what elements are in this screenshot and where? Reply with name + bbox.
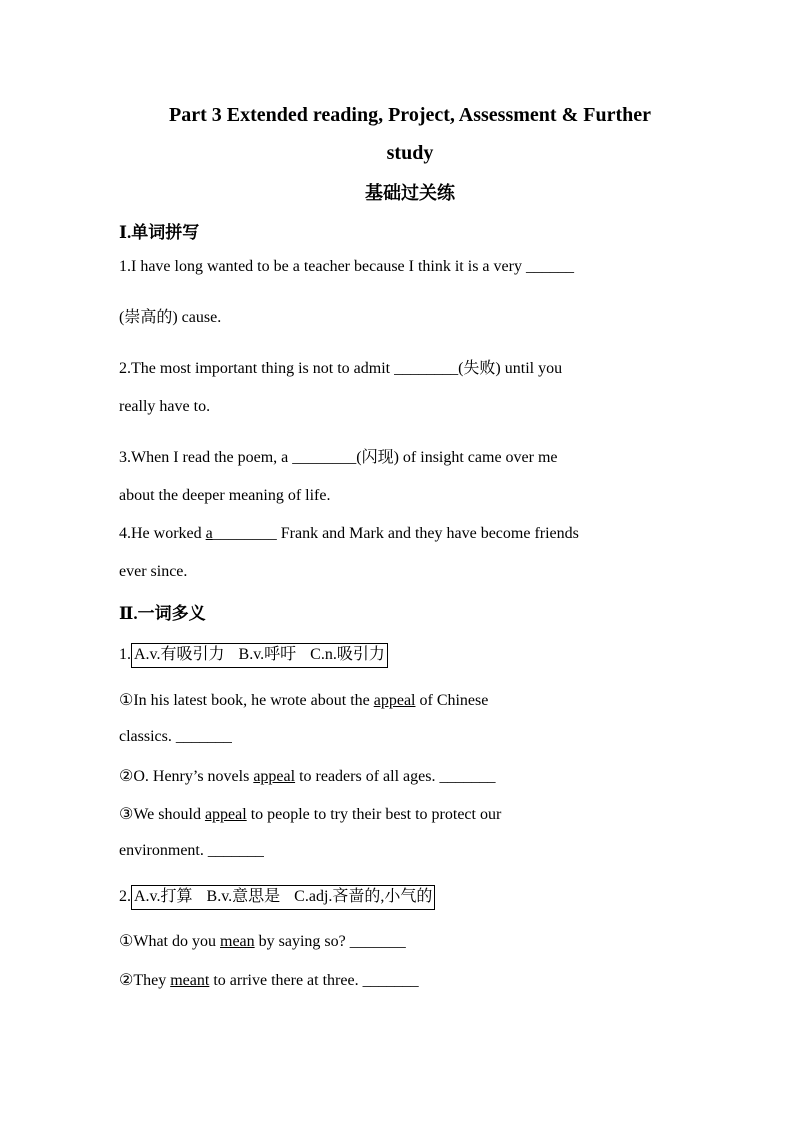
page-title-line1: Part 3 Extended reading, Project, Assessment & Further [169, 104, 651, 126]
question1-line1: 1.I have long wanted to be a teacher because I think it is a very ______ [119, 258, 574, 275]
group1-option-b: B.v.呼吁 [238, 646, 297, 663]
group2-option-c: C.adj.吝啬的,小气的 [294, 888, 433, 905]
question1-line2: (崇高的) cause. [119, 309, 222, 326]
page-title-line2: study [386, 142, 434, 164]
target-word: appeal [373, 692, 416, 709]
group1-sentence3-line1 [119, 804, 501, 824]
target-word: appeal [204, 806, 247, 823]
section2-heading: Ⅱ.一词多义 [119, 604, 206, 623]
group2-sentence1 [119, 931, 406, 951]
group1-options-row [119, 643, 388, 668]
question3-line2: about the deeper meaning of life. [119, 487, 331, 504]
group1-sentence3-line2: environment. _______ [119, 842, 264, 859]
question4-underlined-hint: a [205, 525, 213, 542]
section1-heading: Ⅰ.单词拼写 [119, 223, 200, 242]
sentence-text: ①In his latest book, he wrote about the [119, 692, 374, 709]
sentence-text: ③We should [119, 806, 205, 823]
group1-option-c: C.n.吸引力 [310, 646, 385, 663]
question4-suffix: ________ Frank and Mark and they have become friends [212, 525, 579, 542]
group2-options-row [119, 885, 435, 910]
question4-prefix: 4.He worked [119, 525, 206, 542]
question3-line1: 3.When I read the poem, a ________(闪现) of insight came over me [119, 449, 558, 466]
group2-option-a: A.v.打算 [134, 888, 193, 905]
group1-sentence2 [119, 766, 495, 786]
question4-line2: ever since. [119, 563, 188, 580]
group1-sentence1-line1 [119, 690, 488, 710]
sentence-text: of Chinese [415, 692, 489, 709]
group1-option-a: A.v.有吸引力 [134, 646, 225, 663]
group2-sentence2 [119, 970, 419, 990]
question4-line1 [119, 525, 579, 543]
sentence-text: by saying so? _______ [254, 933, 406, 950]
sentence-text: ①What do you [119, 933, 220, 950]
group1-number: 1. [119, 646, 131, 663]
sentence-text: ②They [119, 972, 171, 989]
group1-sentence1-line2: classics. _______ [119, 728, 232, 745]
sentence-text: to people to try their best to protect our [246, 806, 502, 823]
group2-option-b: B.v.意思是 [206, 888, 281, 905]
page-subtitle: 基础过关练 [365, 183, 455, 203]
question2-line1: 2.The most important thing is not to admit ________(失败) until you [119, 360, 563, 377]
target-word: appeal [253, 768, 296, 785]
target-word: mean [220, 933, 255, 950]
group2-options-box [131, 885, 435, 910]
group2-number: 2. [119, 888, 131, 905]
question2-line2: really have to. [119, 398, 211, 415]
sentence-text: ②O. Henry’s novels [119, 768, 254, 785]
sentence-text: to readers of all ages. _______ [295, 768, 496, 785]
target-word: meant [170, 972, 210, 989]
sentence-text: to arrive there at three. _______ [209, 972, 419, 989]
group1-options-box [131, 643, 388, 668]
